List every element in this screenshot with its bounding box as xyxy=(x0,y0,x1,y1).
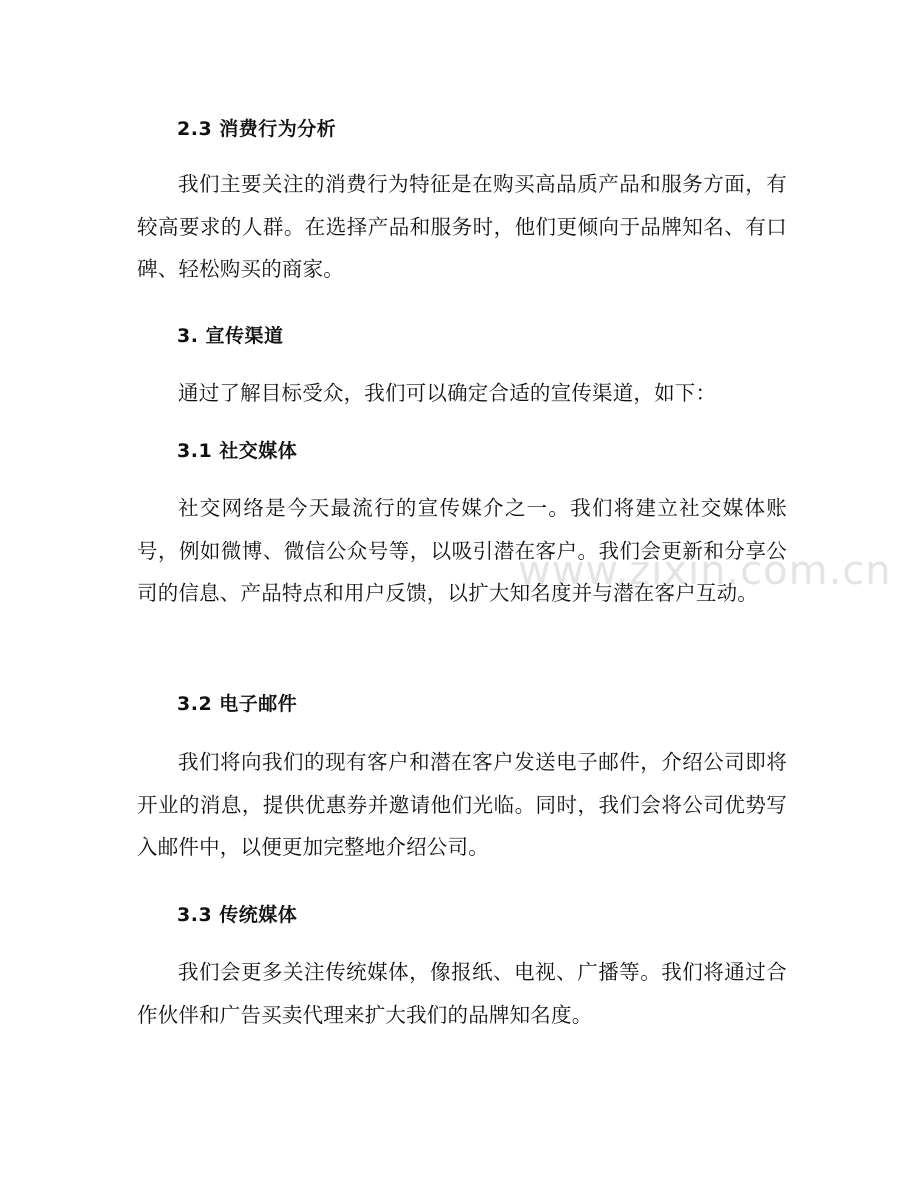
heading-3-3: 3.3 传统媒体 xyxy=(177,904,298,926)
paragraph-traditional-media: 我们会更多关注传统媒体，像报纸、电视、广播等。我们将通过合作伙伴和广告买卖代理来扩大我们的品牌知名度。 xyxy=(137,960,787,1027)
paragraph-email: 我们将向我们的现有客户和潜在客户发送电子邮件，介绍公司即将开业的消息，提供优惠券并邀请他们光临。同时，我们会将公司优势写入邮件中，以便更加完整地介绍公司。 xyxy=(137,750,787,859)
heading-3-2: 3.2 电子邮件 xyxy=(177,693,298,715)
paragraph-consumer-behavior: 我们主要关注的消费行为特征是在购买高品质产品和服务方面，有较高要求的人群。在选择产品和服务时，他们更倾向于品牌知名、有口碑、轻松购买的商家。 xyxy=(137,172,787,281)
heading-3-1: 3.1 社交媒体 xyxy=(177,440,298,462)
watermark: www.zixin.com.cn xyxy=(518,548,892,594)
heading-2-3: 2.3 消费行为分析 xyxy=(177,118,337,140)
heading-3: 3. 宣传渠道 xyxy=(177,325,284,347)
paragraph-channels-intro: 通过了解目标受众，我们可以确定合适的宣传渠道，如下： xyxy=(178,381,717,405)
paragraph-social-media: 社交网络是今天最流行的宣传媒介之一。我们将建立社交媒体账号，例如微博、微信公众号等，以吸引潜在客户。我们会更新和分享公司的信息、产品特点和用户反馈，以扩大知名度并与潜在客户互动。 xyxy=(137,496,787,605)
